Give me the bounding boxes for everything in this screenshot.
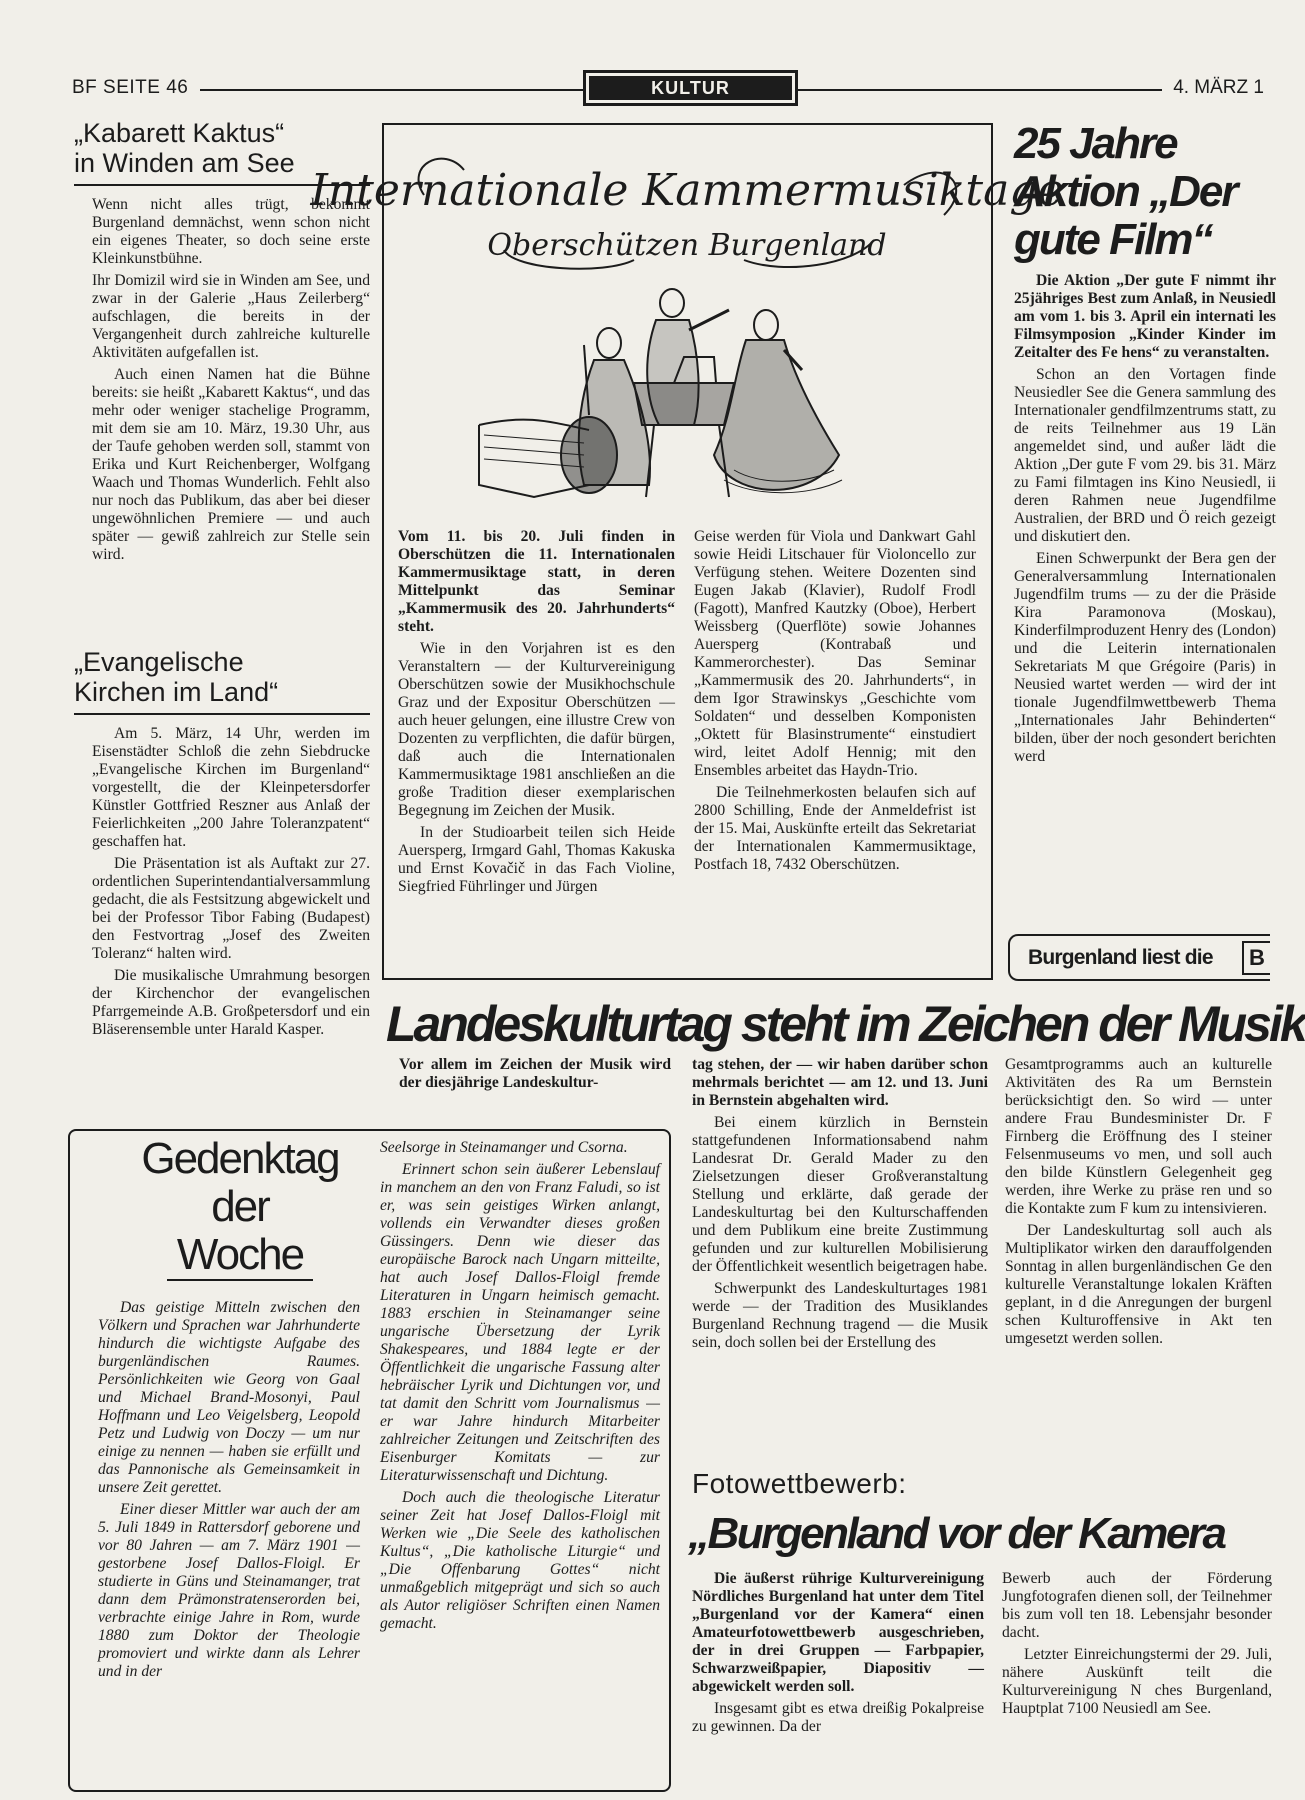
paragraph: Letzter Einreichungstermi der 29. Juli, nähere Auskünft teilt die Kulturvereinigung N ches Burgenland, Hauptplat 7100 Neusiedl am See. xyxy=(1002,1646,1272,1717)
musicians-engraving-icon xyxy=(479,289,842,497)
paragraph: Gesamtprogramms auch an kulturelle Aktivitäten des Ra um Bernstein berücksichtigt den. So wird — unter andere Frau Bundesminister Dr. F Firnberg die Eröffnung des I steiner Felsenmuseums vo men, und soll auch den bilde Künstlern Gelegenheit geg werden, ihre Werke zu präse ren und so die Kontakte zum F kum zu intensivieren. xyxy=(1005,1056,1272,1217)
page-label: BF SEITE 46 xyxy=(72,77,189,98)
paragraph: Insgesamt gibt es etwa dreißig Pokalpreise zu gewinnen. Da der xyxy=(692,1700,984,1735)
landeskultur-headline: Landeskulturtag steht im Zeichen der Musik xyxy=(386,996,1305,1052)
gedenktag-title xyxy=(90,1135,390,1281)
script-title: Internationale Kammermusiktage xyxy=(310,165,1064,216)
banner-letter-box: B xyxy=(1242,941,1270,975)
paragraph: Einer dieser Mittler war auch der am 5. Juli 1849 in Rattersdorf geborene und vor 80 Jahren — am 7. März 1901 — gestorbene Josef Dallos-Floigl. Er studierte in Güns und Steinamanger, trat dann dem Prämonstratenserorden bei, verbrachte einige Jahre in Rom, wurde 1880 zum Doktor der Theologie promoviert und wirkte dann als Lehrer und in der xyxy=(98,1501,360,1680)
title-line: der xyxy=(211,1182,269,1231)
film-headline xyxy=(1014,120,1272,264)
headline-line: „Evangelische xyxy=(74,647,244,677)
paragraph: Bewerb auch der Förderung Jungfotografen dienen soll, der Teilnehmer bis zum voll ten 18. Lebensjahr besonder dacht. xyxy=(1002,1570,1272,1641)
paragraph: Am 5. März, 14 Uhr, werden im Eisenstädter Schloß die zehn Siebdrucke „Evangelische Kirchen im Burgenland“ vorgestellt, die der Kleinpetersdorfer Künstler Gottfried Reszner aus Anlaß der Feierlichkeiten „200 Jahre Toleranzpatent“ geschaffen hat. xyxy=(92,725,370,850)
headline-line: in Winden am See xyxy=(74,148,295,178)
kabarett-body xyxy=(74,196,370,564)
headline-rule xyxy=(74,713,370,715)
title-line: Gedenktag xyxy=(141,1134,339,1183)
paragraph: In der Studioarbeit teilen sich Heide Auersperg, Irmgard Gahl, Thomas Kakuska und Ernst Kovačič in das Fach Violine, Siegfried Führlinger und Jürgen xyxy=(398,824,675,895)
landeskultur-col2 xyxy=(692,1056,988,1356)
headline-line: gute Film“ xyxy=(1014,215,1212,264)
paragraph: Schwerpunkt des Landeskulturtages 1981 werde — der Tradition des Musiklandes Burgenland Rechnung tragend — die Musik sein, doch sollen bei der Erstellung des xyxy=(692,1280,988,1351)
lead-paragraph: Die äußerst rührige Kulturvereinigung Nördliches Burgenland hat unter dem Titel „Burgenland vor der Kamera“ einen Amateurfotowettbewerb ausgeschrieben, der in drei Gruppen — Farbpapier, Schwarzweißpapier, Diapositiv — abgewickelt werden soll. xyxy=(692,1570,984,1695)
paragraph: Die musikalische Umrahmung besorgen der Kirchenchor der evangelischen Pfarrgemeinde A.B. Großpetersdorf und ein Bläserensemble unter Harald Kasper. xyxy=(92,967,370,1038)
issue-date: 4. MÄRZ 1 xyxy=(1173,77,1264,98)
headline-line: Kirchen im Land“ xyxy=(74,677,279,707)
evangelisch-body xyxy=(74,725,370,1039)
paragraph: Einen Schwerpunkt der Bera gen der Generalversammlung Internationalen Jugendfilm trums — zu der die Präside Kira Paramonova (Moskau), Kinderfilmproduzent Henry des (London) und die Leiterin internationalen Sekretariats M que Grégoire (Paris) in Neusied wartet werden — wird der int tionale Jugendfilmwettbewerb Thema „Internationales Jahr Behinderten“ bilden, über der noch gesondert berichten werd xyxy=(1014,550,1276,765)
kammermusik-illustration xyxy=(310,125,1064,525)
kammermusik-col1 xyxy=(398,528,675,900)
landeskultur-col1 xyxy=(399,1056,671,1096)
article-film xyxy=(1014,119,1276,925)
headline-line: Aktion „Der xyxy=(1014,167,1237,216)
script-subtitle: Oberschützen Burgenland xyxy=(487,228,887,263)
paragraph: Wenn nicht alles trügt, bekommt Burgenland demnächst, wenn schon nicht ein eigenes Theater, so doch seine erste Kleinkunstbühne. xyxy=(92,196,370,267)
paragraph: Erinnert schon sein äußerer Lebenslauf in manchem an den von Franz Faludi, so ist er, was sein geistiges Wirken anlangt, vollends ein Verwandter dieses großen Güssingers. Denn wie dieser das europäische Barock nach Ungarn mitteilte, hat auch Josef Dallos-Floigl fremde Literaturen in Ungarn heimisch gemacht. 1883 erschien in Steinamanger seine ungarische Übersetzung der Lyrik Shakespeares, und 1884 legte er der Öffentlichkeit die ungarische Fassung alter hebräischer Lyrik und Dichtungen vor, und tat damit den Schritt vom Journalismus — er war Jahre hindurch Mitarbeiter zahlreicher Zeitungen und Zeitschriften des Eisenburger Komitats — zur Literaturwissenschaft und Dichtung. xyxy=(380,1161,660,1484)
landeskultur-col3 xyxy=(1005,1056,1272,1441)
headline-line: „Kabarett Kaktus“ xyxy=(74,118,285,148)
header-rule-right xyxy=(798,89,1162,91)
paragraph: Die Präsentation ist als Auftakt zur 27. ordentlichen Superintendantialversammlung gedacht, die als Festsitzung abgewickelt und bei der Professor Tibor Fabing (Budapest) den Festvortrag „Josef des Zweiten Toleranz“ halten wird. xyxy=(92,855,371,962)
foto-headline: „Burgenland vor der Kamera xyxy=(688,1509,1225,1558)
paragraph: Auch einen Namen hat die Bühne bereits: sie heißt „Kabarett Kaktus“, und das mehr oder weniger stachelige Programm, mit dem sie am 10. März, 19.30 Uhr, aus der Taufe gehoben werden soll, stammt von Erika und Kurt Reichenberger, Wolfgang Waach und Thomas Wunderlich. Fehlt also nur noch das Publikum, das aber bei dieser ungewöhnlichen Premiere — und auch später — gewiß zahlreich zur Stelle sein wird. xyxy=(92,366,370,563)
lead-paragraph: tag stehen, der — wir haben darüber schon mehrmals berichtet — am 12. und 13. Juni in Bernstein abgehalten wird. xyxy=(692,1056,988,1109)
foto-col2 xyxy=(1002,1570,1272,1770)
gedenktag-col2 xyxy=(380,1139,660,1637)
paragraph: Wie in den Vorjahren ist es den Veranstaltern — der Kulturvereinigung Oberschützen sowie der Musikhochschule Graz und der Expositur Oberschützen — auch heuer gelungen, eine illustre Crew von Dozenten zu verpflichten, die dafür bürgen, daß auch die Internationalen Kammermusiktage 1981 anschließen an die große Tradition dieser exemplarischen Begegnung im Zeichen der Musik. xyxy=(398,640,675,819)
paragraph: Bei einem kürzlich in Bernstein stattgefundenen Informationsabend nahm Landesrat Dr. Gerald Mader zu den Zielsetzungen dieser Großveranstaltung Stellung und erklärte, daß gerade der Landeskulturtag bei den Kulturschaffenden und dem Publikum eine breite Zustimmung gefunden und zur kulturellen Mobilisierung der Öffentlichkeit wesentlich beigetragen habe. xyxy=(692,1114,988,1275)
title-line: Woche xyxy=(167,1231,313,1281)
evangelisch-headline xyxy=(74,647,370,707)
paragraph: Das geistige Mitteln zwischen den Völkern und Sprachen war Jahrhunderte hindurch die wichtigste Aufgabe des burgenländischen Raumes. Persönlichkeiten wie Georg von Gaal und Michael Brand-Mosonyi, Paul Hoffmann und Leo Veigelsberg, Leopold Petz und Ludwig von Doczy — um nur einige zu nennen — haben sie erfüllt und das Pannonische als Gemeinsamkeit in unsere Zeit gerettet. xyxy=(98,1299,360,1496)
headline-line: 25 Jahre xyxy=(1014,119,1177,168)
article-evangelisch xyxy=(74,647,370,1043)
header-rule-left xyxy=(200,89,583,91)
paragraph: Seelsorge in Steinamanger und Csorna. xyxy=(380,1139,628,1156)
paragraph: Der Landeskulturtag soll auch als Multiplikator wirken den darauffolgenden Sonntag in allen burgenländischen Ge den kulturelle Veranstaltunge lokalen Kräften geplant, in d die Anregungen der burgenl schen Kulturoffensive in Akt ten umgesetzt werden sollen. xyxy=(1005,1222,1272,1347)
paragraph: Doch auch die theologische Literatur seiner Zeit hat Josef Dallos-Floigl mit Werken wie „Die Seele des katholischen Kultus“, „Die katholische Liturgie“ und „Die Offenbarung Gottes“ nicht unmaßgeblich mitgeprägt und sich so auch als Autor religiöser Schriften einen Namen gemacht. xyxy=(380,1489,660,1632)
kammermusik-col2 xyxy=(694,528,976,878)
kammermusik-box xyxy=(310,123,1064,980)
film-body xyxy=(1014,272,1276,766)
foto-kicker: Fotowettbewerb: xyxy=(692,1468,907,1499)
paragraph: Geise werden für Viola und Dankwart Gahl sowie Heidi Litschauer für Violoncello zur Verfügung stehen. Weitere Dozenten sind Eugen Jakab (Klavier), Rudolf Frodl (Fagott), Manfred Kautzky (Oboe), Herbert Weissberg (Querflöte) sowie Johannes Auersperg (Kontrabaß und Kammerorchester). Das Seminar „Kammermusik des 20. Jahrhunderts“, in dem Igor Strawinskys „Geschichte vom Soldaten“ und desselben Komponisten „Oktett für Blasinstrumente“ einstudiert wird, leitet Adolf Hennig; mit den Ensembles arbeitet das Haydn-Trio. xyxy=(694,528,976,779)
section-label: KULTUR xyxy=(589,76,792,100)
paragraph: Die Teilnehmerkosten belaufen sich auf 2800 Schilling, Ende der Anmeldefrist ist der 15. Mai, Auskünfte erteilt das Sekretariat der Internationalen Kammermusiktage, Postfach 18, 7432 Oberschützen. xyxy=(694,784,976,873)
lead-paragraph: Vom 11. bis 20. Juli finden in Oberschützen die 11. Internationalen Kammermusiktage statt, in deren Mittelpunkt das Seminar „Kammermusik des 20. Jahrhunderts“ steht. xyxy=(398,528,675,635)
lead-paragraph: Die Aktion „Der gute F nimmt ihr 25jähriges Best zum Anlaß, in Neusiedl am vom 1. bis 3. April ein internati les Filmsymposion „Kinder Kinder im Zeitalter des Fe hens“ zu veranstalten. xyxy=(1014,272,1276,361)
gedenktag-col1 xyxy=(98,1299,360,1685)
burgenland-liest-banner xyxy=(1008,934,1270,981)
gedenktag-box xyxy=(68,1129,671,1792)
foto-col1 xyxy=(692,1570,984,1740)
paragraph: Schon an den Vortagen finde Neusiedler See die Genera sammlung des Internationaler gendfilmzentrums statt, zu de reits Teilnehmer aus 19 Län angemeldet sind, und außer lädt die Aktion „Der gute F vom 29. bis 31. März zu Fami filmtagen ins Kino Neusiedl, ii deren Rahmen neue Jugendfilme Australien, der BRD und Ö reich gezeigt und diskutiert den. xyxy=(1014,366,1276,545)
paragraph: Ihr Domizil wird sie in Winden am See, und zwar in der Galerie „Haus Zeilerberg“ aufschlagen, die bereits in der Vergangenheit durch zahlreiche kulturelle Aktivitäten aufgefallen ist. xyxy=(92,272,370,361)
banner-text: Burgenland liest die xyxy=(1028,946,1213,969)
section-badge xyxy=(583,70,798,106)
lead-paragraph: Vor allem im Zeichen der Musik wird der diesjährige Landeskultur- xyxy=(399,1056,671,1091)
